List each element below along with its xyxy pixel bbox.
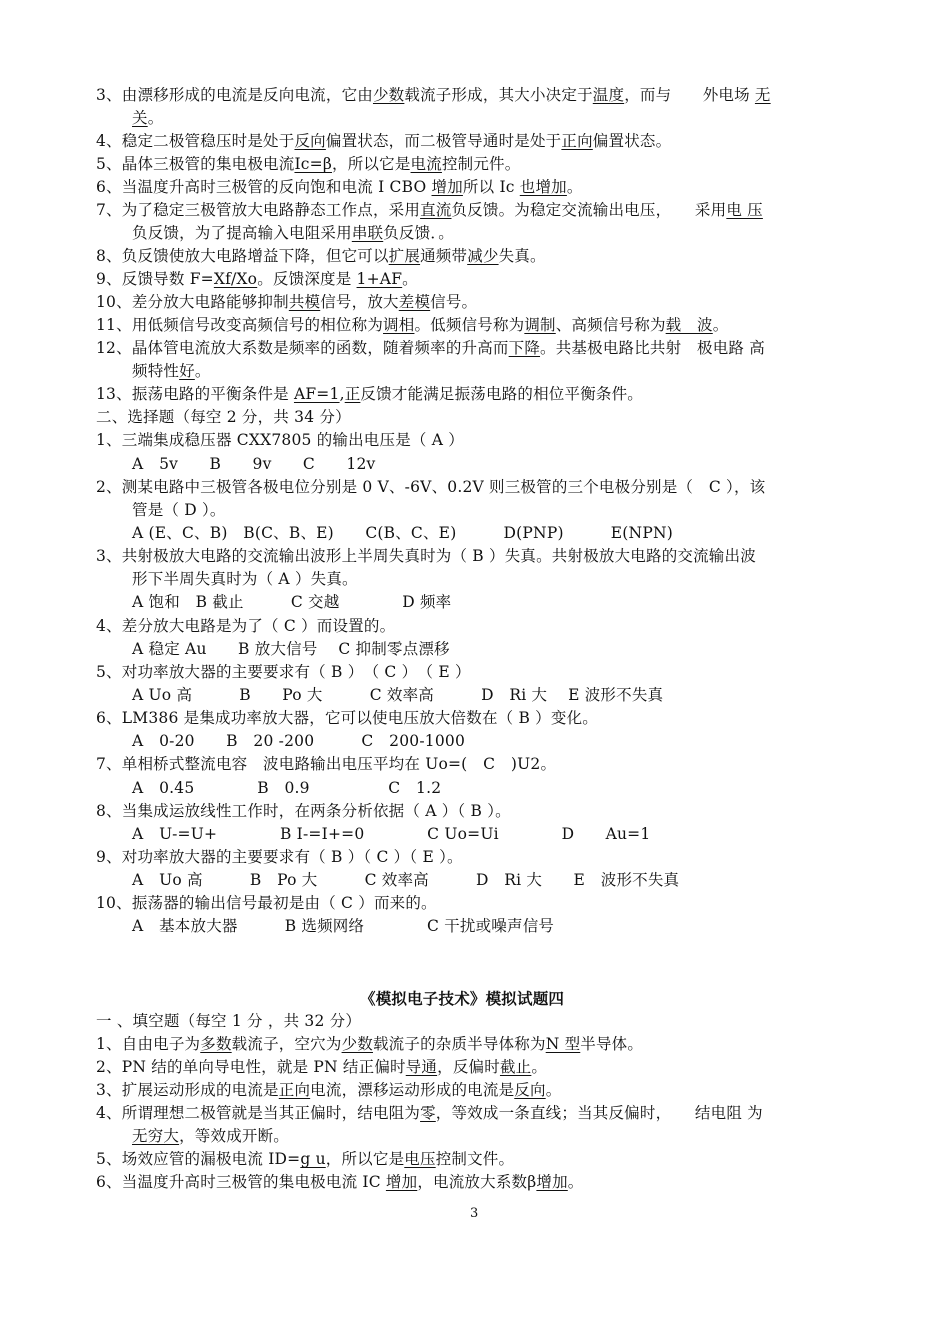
answer-blank: 温度 [592,86,625,104]
line-text: 所以 Ic [462,178,520,196]
text-line-f3 [96,1080,561,1100]
answer-blank: 正向 [278,1081,311,1099]
line-text: 形下半周失真时为（ A ）失真。 [132,570,358,588]
line-text: 6、LM386 是集成功率放大器，它可以使电压放大倍数在（ B ）变化。 [96,709,598,727]
line-text: ，反偏时 [437,1058,500,1076]
line-text: 负反馈。为稳定交流输出电压， 采用 [451,201,727,219]
line-text: A Uo 高 B Po 大 C 效率高 D Ri 大 E 波形不失真 [132,686,664,704]
text-line-c7o [132,778,441,798]
text-line-q5 [96,154,520,174]
text-line-q9 [96,269,418,289]
text-line-c3b [132,569,358,589]
answer-blank: 截止 [499,1058,532,1076]
line-text: 4、差分放大电路是为了（ C ）而设置的。 [96,617,396,635]
text-line-c10o [132,916,554,936]
text-line-c10 [96,893,437,913]
line-text: A 0.45 B 0.9 C 1.2 [132,779,442,797]
line-text: ，所以它是 [325,1150,405,1168]
text-line-c4 [96,616,395,636]
line-text: 通频带 [420,247,468,265]
line-text: 。反馈深度是 [257,270,357,288]
text-line-c8o [132,824,650,844]
line-text: 1、三端集成稳压器 CXX7805 的输出电压是（ A ） [96,431,464,449]
line-text: 。 [566,178,583,196]
line-text: 。共基极电路比共射 极电路 高 [540,339,765,357]
line-text: 5、晶体三极管的集电极电流 [96,155,295,173]
page-number: 3 [470,1206,479,1221]
text-line-c1o [132,454,375,474]
answer-blank: 下降 [508,339,541,357]
line-text: A 稳定 Au B 放大信号 C 抑制零点漂移 [132,640,450,658]
text-line-f6 [96,1172,583,1192]
line-text: 10、差分放大电路能够抑制 [96,293,289,311]
answer-blank: AF=1 [293,385,340,403]
answer-blank: 反向 [514,1081,546,1099]
answer-blank: g u [300,1150,326,1168]
answer-blank: 电压 [404,1150,436,1168]
text-line-q11 [96,315,728,335]
line-text: 10、振荡器的输出信号最初是由（ C ）而来的。 [96,894,437,912]
text-line-c9o [132,870,679,890]
text-line-c5 [96,662,471,682]
line-text: 、高频信号称为 [555,316,666,334]
line-text: 。低频信号称为 [414,316,525,334]
line-text: 。 [402,270,418,288]
text-line-c3 [96,546,756,566]
line-text: 5、场效应管的漏极电流 ID= [96,1150,301,1168]
text-line-h2 [96,407,351,427]
line-text: 12、晶体管电流放大系数是频率的函数，随着频率的升高而 [96,339,509,357]
line-text: 信号。 [430,293,478,311]
text-line-c8 [96,801,511,821]
line-text: ，电流放大系数β [417,1173,537,1191]
answer-blank: 也增加 [519,178,567,196]
answer-blank: 增加 [431,178,463,196]
line-text: 一 、填空题（每空 1 分 ，共 32 分） [96,1012,362,1030]
text-line-c3o [132,592,451,612]
line-text: ，而与 外电场 [624,86,755,104]
line-text: A 基本放大器 B 选频网络 C 干扰或噪声信号 [132,917,555,935]
answer-blank: 反向 [294,132,326,150]
line-text: 负反馈．。 [383,224,454,242]
line-text: 8、当集成运放线性工作时，在两条分析依据（ A ）（ B ）。 [96,802,511,820]
text-line-q12b [132,361,211,381]
text-line-c2o [132,523,673,543]
answer-blank: 共模 [288,293,321,311]
line-text: 反馈才能满足振荡电路的相位平衡条件。 [360,385,644,403]
text-line-c2 [96,477,765,497]
line-text: 二、选择题（每空 2 分，共 34 分） [96,408,351,426]
answer-blank: 直流 [420,201,452,219]
answer-blank: 电流 [410,155,442,173]
answer-blank: 关 [132,109,148,127]
line-text: 3、扩展运动形成的电流是 [96,1081,279,1099]
line-text: A 5v B 9v C 12v [132,455,376,473]
line-text: 。 [194,362,211,380]
answer-blank: 增加 [536,1173,568,1191]
line-text: 。 [545,1081,562,1099]
line-text: 3、共射极放大电路的交流输出波形上半周失真时为（ B ）失真。共射极放大电路的交流输出波 [96,547,756,565]
answer-blank: 调制 [524,316,556,334]
line-text: 4、所谓理想二极管就是当其正偏时，结电阻为 [96,1104,421,1122]
text-line-q3 [96,85,771,105]
line-text: 4、稳定二极管稳压时是处于 [96,132,295,150]
line-text: , [339,385,345,403]
line-text: 控制文件。 [435,1150,515,1168]
line-text: 5、对功率放大器的主要要求有（ B ） （ C ） （ E ） [96,663,471,681]
line-text: 1、自由电子为 [96,1035,201,1053]
answer-blank: 无 [754,86,771,104]
text-line-q3b [132,108,163,128]
answer-blank: 增加 [385,1173,418,1191]
answer-blank: 零 [420,1104,436,1122]
line-text: 9、反馈导数 F= [96,270,214,288]
line-text: 6、当温度升高时三极管的反向饱和电流 I CBO [96,178,432,196]
answer-blank: 多数 [200,1035,232,1053]
line-text: 信号，放大 [320,293,399,311]
answer-blank: Ic=β [294,155,333,173]
line-text: 电流，漂移运动形成的电流是 [310,1081,515,1099]
text-line-f5 [96,1149,514,1169]
line-text: 负反馈，为了提高输入电阻采用 [132,224,352,242]
answer-blank: 导通 [405,1058,438,1076]
answer-blank: 正 [344,385,361,403]
text-line-q7b [132,223,454,243]
line-text: A 0-20 B 20 -200 C 200-1000 [132,732,466,750]
line-text: 9、对功率放大器的主要要求有（ B ）（ C ）（ E ）。 [96,848,463,866]
line-text: 偏置状态。 [592,132,672,150]
line-text: A Uo 高 B Po 大 C 效率高 D Ri 大 E 波形不失真 [132,871,680,889]
text-line-f4 [96,1103,763,1123]
text-line-c2b [132,500,226,520]
text-line-c6 [96,708,598,728]
line-text: A U-=U+ B I-=I+=0 C Uo=Ui D Au=1 [132,825,651,843]
text-line-c4o [132,639,450,659]
answer-blank: 减少 [467,247,499,265]
line-text: 6、当温度升高时三极管的集电极电流 IC [96,1173,386,1191]
line-text: A 饱和 B 截止 C 交越 D 频率 [132,593,452,611]
answer-blank: N 型 [545,1035,581,1053]
line-text: 。 [712,316,729,334]
text-line-c1 [96,430,464,450]
line-text: 半导体。 [580,1035,644,1053]
line-text: 。 [147,109,164,127]
line-text: 频特性 [132,362,180,380]
exam-title: 《模拟电子技术》模拟试题四 [360,990,565,1008]
line-text: 13、振荡电路的平衡条件是 [96,385,294,403]
line-text: 3、由漂移形成的电流是反向电流，它由 [96,86,373,104]
text-line-f1 [96,1034,643,1054]
answer-blank: 扩展 [388,247,421,265]
text-line-q13 [96,384,643,404]
text-line-q10 [96,292,477,312]
answer-blank: 电 压 [726,201,763,219]
text-line-q8 [96,246,546,266]
answer-blank: 少数 [372,86,405,104]
answer-blank: 差模 [398,293,431,311]
line-text: 。 [531,1058,548,1076]
answer-blank: 无穷大 [132,1127,180,1145]
text-line-f2 [96,1057,547,1077]
line-text: ，等效成开断。 [179,1127,290,1145]
text-line-q7 [96,200,763,220]
answer-blank: 调相 [383,316,415,334]
line-text: 2、测某电路中三极管各极电位分别是 0 V、-6V、0.2V 则三极管的三个电极分别是（ C ），该 [96,478,766,496]
answer-blank: 1+AF [356,270,403,288]
text-line-f4b [132,1126,289,1146]
line-text: 2、PN 结的单向导电性，就是 PN 结正偏时 [96,1058,406,1076]
line-text: ，所以它是 [332,155,411,173]
line-text: 载流子，空穴为 [231,1035,342,1053]
line-text: 失真。 [498,247,546,265]
answer-blank: 少数 [341,1035,373,1053]
line-text: 载流子的杂质半导体称为 [372,1035,546,1053]
text-line-c9 [96,847,463,867]
answer-blank: 好 [179,362,195,380]
line-text: 11、用低频信号改变高频信号的相位称为 [96,316,384,334]
line-text: 7、为了稳定三极管放大电路静态工作点，采用 [96,201,421,219]
text-line-f0 [96,1011,361,1031]
line-text: 管是（ D ）。 [132,501,226,519]
answer-blank: 串联 [351,224,384,242]
answer-blank: 载 波 [665,316,713,334]
text-line-c7 [96,754,556,774]
line-text: 8、负反馈使放大电路增益下降，但它可以 [96,247,389,265]
text-line-q6 [96,177,583,197]
line-text: 控制元件。 [441,155,521,173]
line-text: 7、单相桥式整流电容 波电路输出电压平均在 Uo=( C )U2。 [96,755,557,773]
line-text: ，等效成一条直线；当其反偏时， 结电阻 为 [435,1104,763,1122]
line-text: 载流子形成，其大小决定于 [404,86,593,104]
line-text: A (E、C、B) B(C、B、E) C(B、C、E) D(PNP) E(NPN) [132,524,673,542]
line-text: 偏置状态，而二极管导通时是处于 [325,132,562,150]
text-line-q4 [96,131,671,151]
text-line-c6o [132,731,465,751]
text-line-q12 [96,338,765,358]
answer-blank: Xf/Xo [213,270,258,288]
answer-blank: 正向 [561,132,593,150]
text-line-c5o [132,685,663,705]
line-text: 。 [567,1173,584,1191]
